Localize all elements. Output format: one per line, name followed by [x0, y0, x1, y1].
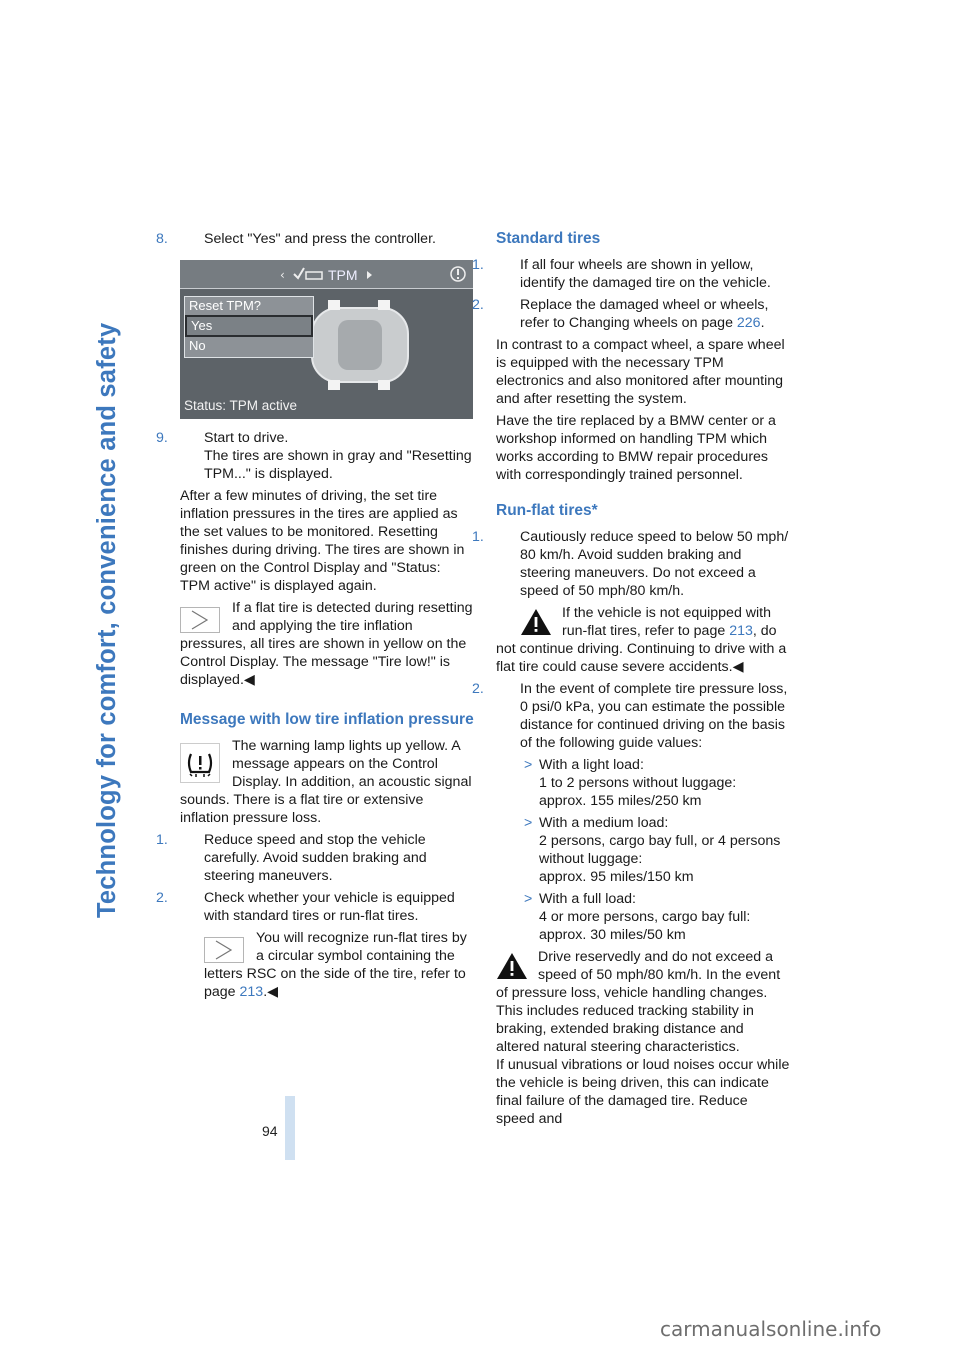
section-heading-low-pressure: Message with low tire inflation pressure: [180, 711, 474, 728]
menu-option-no[interactable]: No: [189, 338, 206, 353]
reset-paragraph: After a few minutes of driving, the set tire inflation pressures in the tires are applied as the set values to be monitored. Resetting finishes during driving. The tires are shown in green on the Control Display and "Status: TPM active" is displayed again.: [180, 488, 465, 594]
std-step-2: 2. Replace the damaged wheel or wheels, refer to Changing wheels on page 226.: [472, 297, 769, 331]
reset-tpm-menu: [184, 296, 314, 358]
section-heading-run-flat: Run-flat tires*: [496, 502, 598, 519]
warning-run-flat: If the vehicle is not equipped with run-flat tires, refer to page 213, do not continue driving. Continuing to drive with a flat tire could cause severe accidents.◀: [496, 605, 787, 675]
step-9: 9. Start to drive. The tires are shown in gray and "Resetting TPM..." is displayed.: [156, 430, 472, 482]
section-heading-standard-tires: Standard tires: [496, 230, 601, 247]
step-1: 1. Reduce speed and stop the vehicle carefully. Avoid sudden braking and steering maneuvers.: [156, 832, 427, 884]
warning-triangle-icon: [496, 952, 528, 980]
step-8: 8. Select "Yes" and press the controller.: [156, 231, 436, 247]
list-item-light-load: > With a light load: 1 to 2 persons without luggage: approx. 155 miles/250 km: [524, 757, 737, 809]
page-number: 94: [262, 1123, 278, 1139]
car-top-view-icon: [298, 300, 418, 392]
step-2: 2. Check whether your vehicle is equipped with standard tires or run-flat tires.: [156, 890, 455, 924]
tpm-warning-block: The warning lamp lights up yellow. A message appears on the Control Display. In addition, an acoustic signal sounds. There is a flat tire or extensive inflation pressure loss.: [180, 738, 472, 826]
arrow-right-icon: [365, 268, 375, 282]
warning-drive-reservedly: Drive reservedly and do not exceed a speed of 50 mph/80 km/h. In the event of pressure loss, vehicle handling changes. This includes reduced tracking stability in braking, extended braking distance and altered natural steering characteristics.: [496, 949, 781, 1055]
compact-wheel-paragraph: In contrast to a compact wheel, a spare wheel is equipped with the necessary TPM electronics and also monitored after mounting and after resetting the system.: [496, 337, 785, 407]
rft-step-1: 1. Cautiously reduce speed to below 50 mph/ 80 km/h. Avoid sudden braking and steering maneuvers. Do not exceed a speed of 50 mph/80 km/h.: [472, 529, 789, 599]
page-number-bar: [285, 1096, 295, 1160]
vibration-paragraph: If unusual vibrations or loud noises occur while the vehicle is being driven, this can indicate final failure of the damaged tire. Reduce speed and: [496, 1057, 790, 1127]
list-item-full-load: > With a full load: 4 or more persons, cargo bay full: approx. 30 miles/50 km: [524, 891, 751, 943]
list-item-medium-load: > With a medium load: 2 persons, cargo bay full, or 4 persons without luggage: approx. 95 miles/150 km: [524, 815, 781, 885]
side-section-title: Technology for comfort, convenience and safety: [93, 322, 121, 918]
screen-title: TPM: [328, 267, 358, 283]
right-column: [472, 230, 790, 1132]
replace-tire-paragraph: Have the tire replaced by a BMW center or a workshop informed on handling TPM which works according to BMW repair procedures with correspondingly trained personnel.: [496, 413, 776, 483]
screen-status: Status: TPM active: [184, 398, 298, 413]
tire-pressure-warning-icon: [180, 743, 220, 783]
page-link-213[interactable]: 213: [239, 984, 264, 1000]
watermark-logo: carmanualsonline.info: [660, 1317, 882, 1341]
menu-option-yes[interactable]: Yes: [185, 315, 313, 337]
menu-title: Reset TPM?: [189, 298, 262, 313]
std-step-1: 1. If all four wheels are shown in yellow, identify the damaged tire on the vehicle.: [472, 257, 771, 291]
note-reset-flat: If a flat tire is detected during resetting and applying the tire inflation pressures, all tires are shown in yellow on the Control Display. The message "Tire low!" is displayed.◀: [180, 600, 473, 688]
page-link-226[interactable]: 226: [736, 315, 761, 331]
rft-step-2: 2. In the event of complete tire pressure loss, 0 psi/0 kPa, you can estimate the possible distance for continued driving on the basis of the following guide values:: [472, 681, 788, 751]
note-arrow-icon: [204, 937, 244, 963]
note-run-flat: You will recognize run-flat tires by a circular symbol containing the letters RSC on the side of the tire, refer to page 213.◀: [204, 930, 467, 1000]
left-column: [156, 230, 474, 1005]
note-arrow-icon: [180, 607, 220, 633]
tpm-reset-screen-image: [180, 260, 473, 419]
page-link-213-right[interactable]: 213: [729, 623, 753, 639]
tpm-status-icon: [448, 264, 468, 284]
svg-text:‹: ‹: [280, 268, 285, 282]
warning-triangle-icon: [520, 608, 552, 636]
tpm-car-icon: [280, 264, 330, 284]
